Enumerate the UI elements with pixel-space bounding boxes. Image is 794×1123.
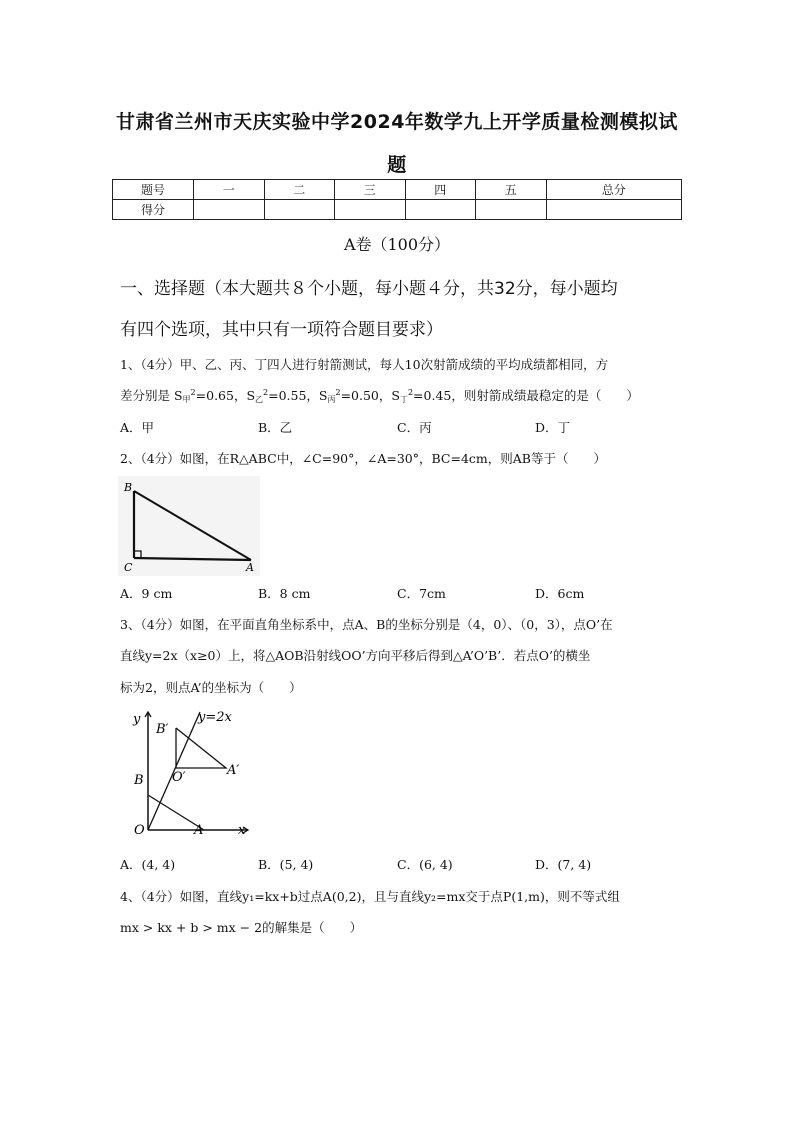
table-row xyxy=(113,180,682,200)
right-triangle-figure xyxy=(118,476,260,576)
label-b-prime: B′ xyxy=(156,722,169,737)
q2-option-b[interactable]: B．8 cm xyxy=(258,586,311,601)
question-3-text: 3、（4分）如图，在平面直角坐标系中，点A、B的坐标分别是（4，0）、（0，3），点O’在 xyxy=(120,617,613,632)
page-title: 甘肃省兰州市天庆实验中学2024年数学九上开学质量检测模拟试 xyxy=(116,111,678,133)
table-cell: 一 xyxy=(194,180,265,200)
table-cell: 题号 xyxy=(113,180,194,200)
table-cell: 四 xyxy=(405,180,476,200)
q1-option-a[interactable]: A．甲 xyxy=(120,420,155,435)
figure-background xyxy=(118,476,260,576)
table-cell: 总分 xyxy=(546,180,682,200)
question-1-text: 1、（4分）甲、乙、丙、丁四人进行射箭测试，每人10次射箭成绩的平均成绩都相同，方 xyxy=(120,357,609,372)
score-input-cell[interactable] xyxy=(546,200,682,220)
q3-option-a[interactable]: A．(4, 4) xyxy=(120,857,176,872)
q1-sup: 2 xyxy=(263,388,269,397)
q1-fragment: =0.45，则射箭成绩最稳定的是（ ） xyxy=(413,388,639,403)
q1-sup: 2 xyxy=(335,388,341,397)
q1-option-d[interactable]: D．丁 xyxy=(535,420,571,435)
question-1-text-line2 xyxy=(120,386,639,405)
label-x: x xyxy=(238,823,246,838)
table-cell: 得分 xyxy=(113,200,194,220)
score-input-cell[interactable] xyxy=(405,200,476,220)
question-4-text-line2: mx > kx + b > mx − 2的解集是（ ） xyxy=(120,920,363,935)
q1-sub-jia: 甲 xyxy=(182,395,191,404)
score-input-cell[interactable] xyxy=(194,200,265,220)
question-3-text-line3: 标为2，则点A’的坐标为（ ） xyxy=(120,680,302,695)
paper-a-heading: A卷（100分） xyxy=(343,235,451,254)
score-table xyxy=(112,179,682,220)
label-a-prime: A′ xyxy=(227,763,240,778)
page-title-continued: 题 xyxy=(387,154,407,176)
question-2-text: 2、（4分）如图，在R△ABC中，∠C=90°，∠A=30°，BC=4cm，则AB等于（ ） xyxy=(120,451,606,466)
coordinate-figure xyxy=(128,704,254,840)
table-row xyxy=(113,200,682,220)
q1-fragment: 差分别是 S xyxy=(120,388,183,403)
q1-option-b[interactable]: B．乙 xyxy=(258,420,293,435)
q3-option-c[interactable]: C．(6, 4) xyxy=(397,857,453,872)
table-cell: 五 xyxy=(476,180,547,200)
label-a: A xyxy=(194,823,204,838)
table-cell: 三 xyxy=(335,180,406,200)
label-c: C xyxy=(124,561,133,574)
q1-fragment: =0.50，S xyxy=(340,388,400,403)
label-b: B xyxy=(124,481,133,494)
label-o-prime: O′ xyxy=(172,770,186,785)
q1-sub-bing: 丙 xyxy=(327,395,336,404)
q2-option-d[interactable]: D．6cm xyxy=(535,586,585,601)
score-input-cell[interactable] xyxy=(476,200,547,220)
q1-sub-ding: 丁 xyxy=(399,395,408,404)
q1-sup: 2 xyxy=(190,388,196,397)
q1-option-c[interactable]: C．丙 xyxy=(397,420,432,435)
q1-fragment: =0.55，S xyxy=(268,388,328,403)
label-y: y xyxy=(133,712,141,727)
question-3-text-line2: 直线y=2x（x≥0）上，将△AOB沿射线OO’方向平移后得到△A’O’B’．若点O’的横坐 xyxy=(120,648,591,663)
table-cell: 二 xyxy=(264,180,335,200)
section-heading-continued: 有四个选项，其中只有一项符合题目要求） xyxy=(120,320,443,340)
label-o: O xyxy=(134,823,145,838)
q1-sup: 2 xyxy=(407,388,414,397)
label-line: y=2x xyxy=(198,710,232,725)
score-input-cell[interactable] xyxy=(264,200,335,220)
q3-option-b[interactable]: B．(5, 4) xyxy=(258,857,314,872)
question-4-text: 4、（4分）如图，直线y₁=kx+b过点A(0,2)，且与直线y₂=mx交于点P(1,m)，则不等式组 xyxy=(120,889,620,904)
q3-option-d[interactable]: D．(7, 4) xyxy=(535,857,592,872)
q2-option-c[interactable]: C．7cm xyxy=(397,586,446,601)
section-heading: 一、选择题（本大题共８个小题，每小题４分，共32分，每小题均 xyxy=(120,279,618,299)
label-a: A xyxy=(246,561,254,574)
q2-option-a[interactable]: A．9 cm xyxy=(120,586,173,601)
score-input-cell[interactable] xyxy=(335,200,406,220)
q1-fragment: =0.65，S xyxy=(195,388,256,403)
q1-sub-yi: 乙 xyxy=(255,395,264,404)
label-b: B xyxy=(134,773,144,788)
